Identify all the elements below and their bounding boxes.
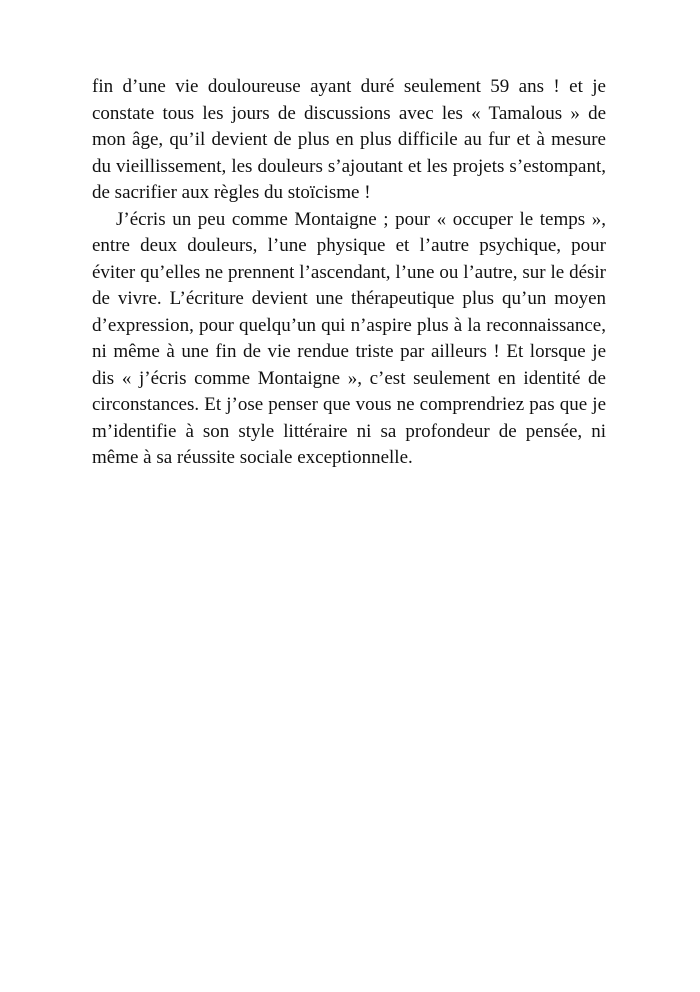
paragraph-montaigne: J’écris un peu comme Montaigne ; pour « occuper le temps », entre deux douleurs, l’une physique et l’autre psychique, pour éviter qu’elles ne prennent l’ascendant, l’une ou l’autre, sur le désir de vivre. L’écriture devient une thérapeutique plus qu’un moyen d’expression, pour quelqu’un qui n’aspire plus à la reconnaissance, ni même à une fin de vie rendue triste par ailleurs ! Et lorsque je dis « j’écris comme Montaigne », c’est seulement en identité de circonstances. Et j’ose penser que vous ne comprendriez pas que je m’identifie à son style littéraire ni sa profondeur de pensée, ni même à sa réussite sociale exceptionnelle. — [92, 208, 606, 468]
body-text — [92, 74, 606, 472]
paragraph-continuation: fin d’une vie douloureuse ayant duré seulement 59 ans ! et je constate tous les jours de discussions avec les « Tamalous » de mon âge, qu’il devient de plus en plus difficile au fur et à mesure du vieillissement, les douleurs s’ajoutant et les projets s’estompant, de sacrifier aux règles du stoïcisme ! — [92, 76, 606, 203]
